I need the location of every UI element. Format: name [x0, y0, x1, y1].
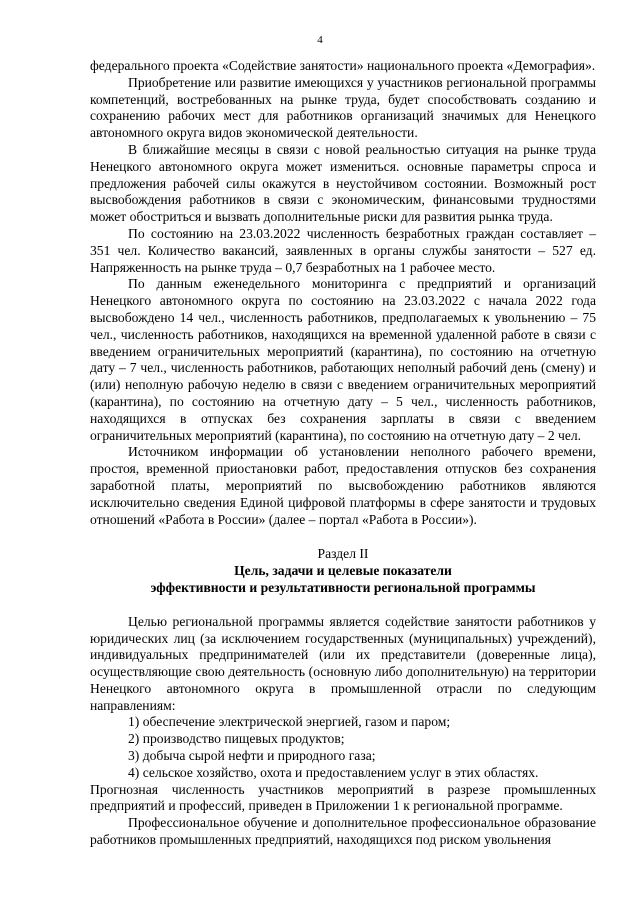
- section-title-line2: эффективности и результативности региональной программы: [150, 579, 536, 595]
- paragraph-forecast: Прогнозная численность участников мероприятий в разрезе промышленных предприятий и профессий, приведен в Приложении 1 к региональной программе.: [90, 781, 596, 814]
- section-title-line1: Цель, задачи и целевые показатели: [234, 563, 452, 579]
- paragraph-monitoring-data: По данным еженедельного мониторинга с предприятий и организаций Ненецкого автономного округа по состоянию на 23.03.2022 с начала 2022 года высвобождено 14 чел., численность работников, предполагаемых к увольнению – 75 чел., численность работников, находящихся на временной удаленной работе в связи с введением ограничительных мероприятий (карантина), по состоянию на отчетную дату – 7 чел., численность работников, работающих неполный рабочий день (смену) и (или) неполную рабочую неделю в связи с введением ограничительных мероприятий (карантина), по состоянию на отчетную дату – 5 чел., численность работников, находящихся в отпусках без сохранения зарплаты в связи с введением ограничительных мероприятий (карантина), по состоянию на отчетную дату – 2 чел.: [90, 276, 596, 443]
- paragraph-continuation: федерального проекта «Содействие занятости» национального проекта «Демография».: [90, 58, 596, 73]
- paragraph-information-source: Источником информации об установлении неполного рабочего времени, простоя, временной приостановки работ, предоставления отпусков без сохранения заработной платы, мероприятий по высвобождению работников являются исключительно сведения Единой цифровой платформы в сфере занятости и трудовых отношений «Работа в России» (далее – портал «Работа в России»).: [90, 444, 596, 527]
- paragraph-labor-market-situation: В ближайшие месяцы в связи с новой реальностью ситуация на рынке труда Ненецкого автономного округа может измениться. основные параметры спроса и предложения рабочей силы окажутся в неустойчивом состоянии. Возможный рост высвобождения работников в связи с экономическим, финансовыми трудностями может обостриться и вызвать дополнительные риски для развития рынка труда.: [90, 141, 596, 225]
- list-item-direction-3: 3) добыча сырой нефти и природного газа;: [128, 748, 376, 764]
- paragraph-professional-training: Профессиональное обучение и дополнительное профессиональное образование работников промышленных предприятий, находящихся под риском увольнения: [90, 815, 596, 848]
- list-item-direction-4: 4) сельское хозяйство, охота и предоставлением услуг в этих областях.: [128, 764, 539, 780]
- paragraph-unemployment-stats: По состоянию на 23.03.2022 численность безработных граждан составляет – 351 чел. Количество вакансий, заявленных в органы службы занятости – 527 ед. Напряженность на рынке труда – 0,7 безработных на 1 рабочее место.: [90, 225, 596, 275]
- section-label: Раздел II: [317, 546, 369, 562]
- paragraph-program-goal: Целью региональной программы является содействие занятости работников у юридических лиц (за исключением государственных (муниципальных) учреждений), индивидуальных предпринимателей (или их представители (доверенные лица), осуществляющие свою деятельность (основную либо дополнительную) на территории Ненецкого автономного округа в промышленной отрасли по следующим направлениям:: [90, 613, 596, 713]
- list-item-direction-1: 1) обеспечение электрической энергией, газом и паром;: [128, 714, 451, 730]
- document-body: [90, 58, 596, 849]
- page-number: 4: [317, 34, 323, 46]
- paragraph-competencies: Приобретение или развитие имеющихся у участников региональной программы компетенций, востребованных на рынке труда, будет способствовать созданию и сохранению рабочих мест для работников организаций значимых для Ненецкого автономного округа видов экономической деятельности.: [90, 74, 596, 141]
- list-item-direction-2: 2) производство пищевых продуктов;: [128, 731, 345, 747]
